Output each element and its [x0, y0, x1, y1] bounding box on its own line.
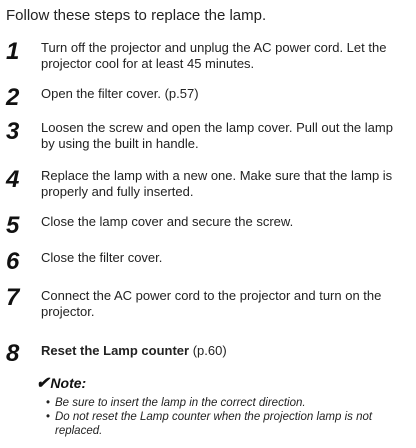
- step-number: 3: [6, 118, 20, 145]
- step-number: 4: [6, 166, 20, 193]
- check-icon: ✔: [36, 375, 50, 392]
- step-text: Open the filter cover. (p.57): [41, 86, 199, 101]
- step-number: 7: [6, 284, 20, 311]
- step-text: Close the filter cover.: [41, 250, 163, 265]
- step-number: 2: [6, 84, 20, 111]
- note-item: • Do not reset the Lamp counter when the projection lamp is not replaced.: [46, 410, 406, 438]
- step-number: 6: [6, 248, 20, 275]
- note-heading: [36, 373, 86, 393]
- step-text: Connect the AC power cord to the projector and turn on the projector.: [41, 288, 382, 319]
- step-text: [41, 343, 401, 359]
- step-number: 5: [6, 212, 20, 239]
- intro-text: Follow these steps to replace the lamp.: [6, 7, 267, 24]
- step-page-ref: (p.60): [189, 343, 227, 358]
- step-number: 1: [6, 38, 20, 65]
- step-text: Close the lamp cover and secure the screw.: [41, 214, 294, 229]
- step-text: Turn off the projector and unplug the AC power cord. Let the projector cool for at least 45 minutes.: [41, 40, 387, 71]
- note-list: [46, 396, 406, 438]
- step-bold-text: Reset the Lamp counter: [41, 343, 190, 358]
- note-item: • Be sure to insert the lamp in the correct direction.: [46, 396, 406, 410]
- step-text: Replace the lamp with a new one. Make sure that the lamp is properly and fully inserted.: [41, 168, 393, 199]
- note-title: Note:: [50, 375, 87, 391]
- step-number: 8: [6, 340, 20, 367]
- step-text: Loosen the screw and open the lamp cover. Pull out the lamp by using the built in handle.: [41, 120, 393, 151]
